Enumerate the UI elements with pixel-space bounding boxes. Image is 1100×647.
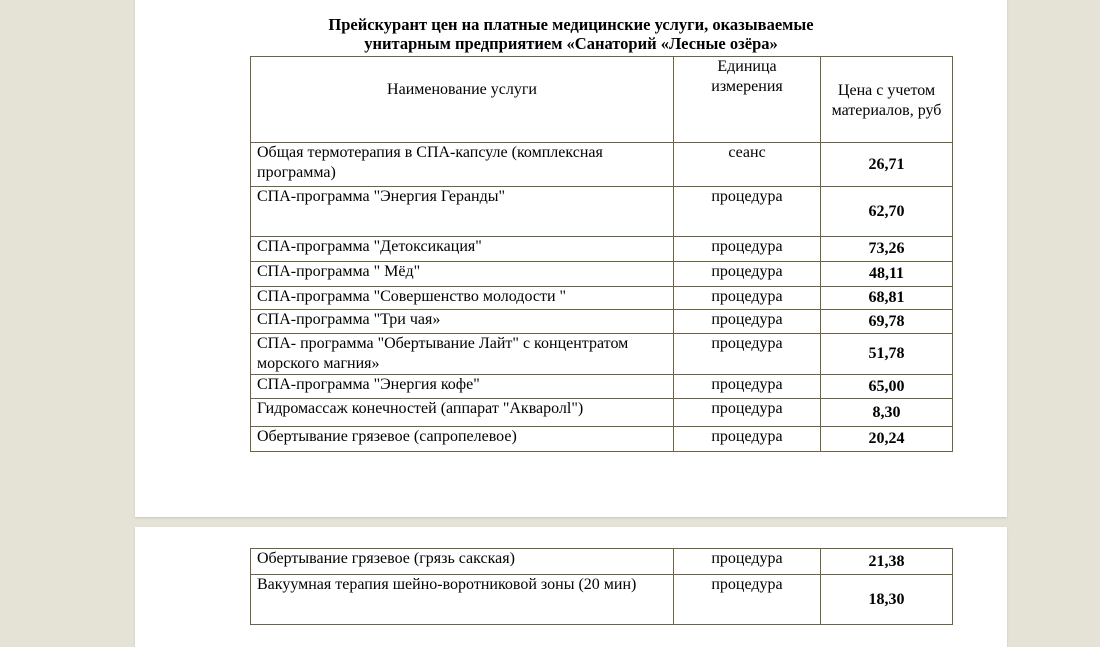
price: 68,81 — [821, 287, 953, 310]
table-row — [251, 237, 953, 262]
unit: процедура — [674, 187, 821, 237]
unit: процедура — [674, 427, 821, 452]
price: 18,30 — [821, 575, 953, 625]
document-page-1 — [135, 0, 1007, 517]
unit: процедура — [674, 549, 821, 575]
price: 65,00 — [821, 375, 953, 399]
price-table — [250, 56, 953, 452]
header-price: Цена с учетом материалов, руб — [821, 57, 953, 143]
service-name: СПА- программа "Обертывание Лайт" с концентратом морского магния» — [251, 334, 674, 375]
unit: процедура — [674, 310, 821, 334]
price: 51,78 — [821, 334, 953, 375]
price: 8,30 — [821, 399, 953, 427]
header-unit: Единица измерения — [674, 57, 821, 143]
price: 48,11 — [821, 262, 953, 287]
table-row — [251, 427, 953, 452]
unit: процедура — [674, 334, 821, 375]
table-row — [251, 287, 953, 310]
service-name: СПА-программа "Энергия Геранды" — [251, 187, 674, 237]
service-name: СПА-программа "Энергия кофе" — [251, 375, 674, 399]
document-title-line2: унитарным предприятием «Санаторий «Лесные озёра» — [364, 34, 778, 53]
price: 20,24 — [821, 427, 953, 452]
price: 21,38 — [821, 549, 953, 575]
table-row — [251, 262, 953, 287]
table-row — [251, 399, 953, 427]
table-row — [251, 143, 953, 187]
table-row — [251, 375, 953, 399]
service-name: Вакуумная терапия шейно-воротниковой зоны (20 мин) — [251, 575, 674, 625]
service-name: СПА-программа " Мёд" — [251, 262, 674, 287]
table-row — [251, 334, 953, 375]
unit: процедура — [674, 399, 821, 427]
service-name: СПА-программа "Совершенство молодости " — [251, 287, 674, 310]
price-table-continued — [250, 548, 953, 625]
table-row — [251, 575, 953, 625]
service-name: Общая термотерапия в СПА-капсуле (комплексная программа) — [251, 143, 674, 187]
service-name: Гидромассаж конечностей (аппарат "Акваролl") — [251, 399, 674, 427]
unit: сеанс — [674, 143, 821, 187]
header-name: Наименование услуги — [251, 57, 674, 143]
unit: процедура — [674, 287, 821, 310]
price: 73,26 — [821, 237, 953, 262]
unit: процедура — [674, 575, 821, 625]
service-name: Обертывание грязевое (сапропелевое) — [251, 427, 674, 452]
unit: процедура — [674, 237, 821, 262]
table-row — [251, 187, 953, 237]
service-name: СПА-программа "Три чая» — [251, 310, 674, 334]
unit: процедура — [674, 262, 821, 287]
document-title-line1: Прейскурант цен на платные медицинские услуги, оказываемые — [328, 15, 814, 34]
price: 62,70 — [821, 187, 953, 237]
table-row — [251, 310, 953, 334]
price: 26,71 — [821, 143, 953, 187]
price: 69,78 — [821, 310, 953, 334]
table-row — [251, 549, 953, 575]
unit: процедура — [674, 375, 821, 399]
document-page-2 — [135, 527, 1007, 647]
service-name: СПА-программа "Детоксикация" — [251, 237, 674, 262]
service-name: Обертывание грязевое (грязь сакская) — [251, 549, 674, 575]
